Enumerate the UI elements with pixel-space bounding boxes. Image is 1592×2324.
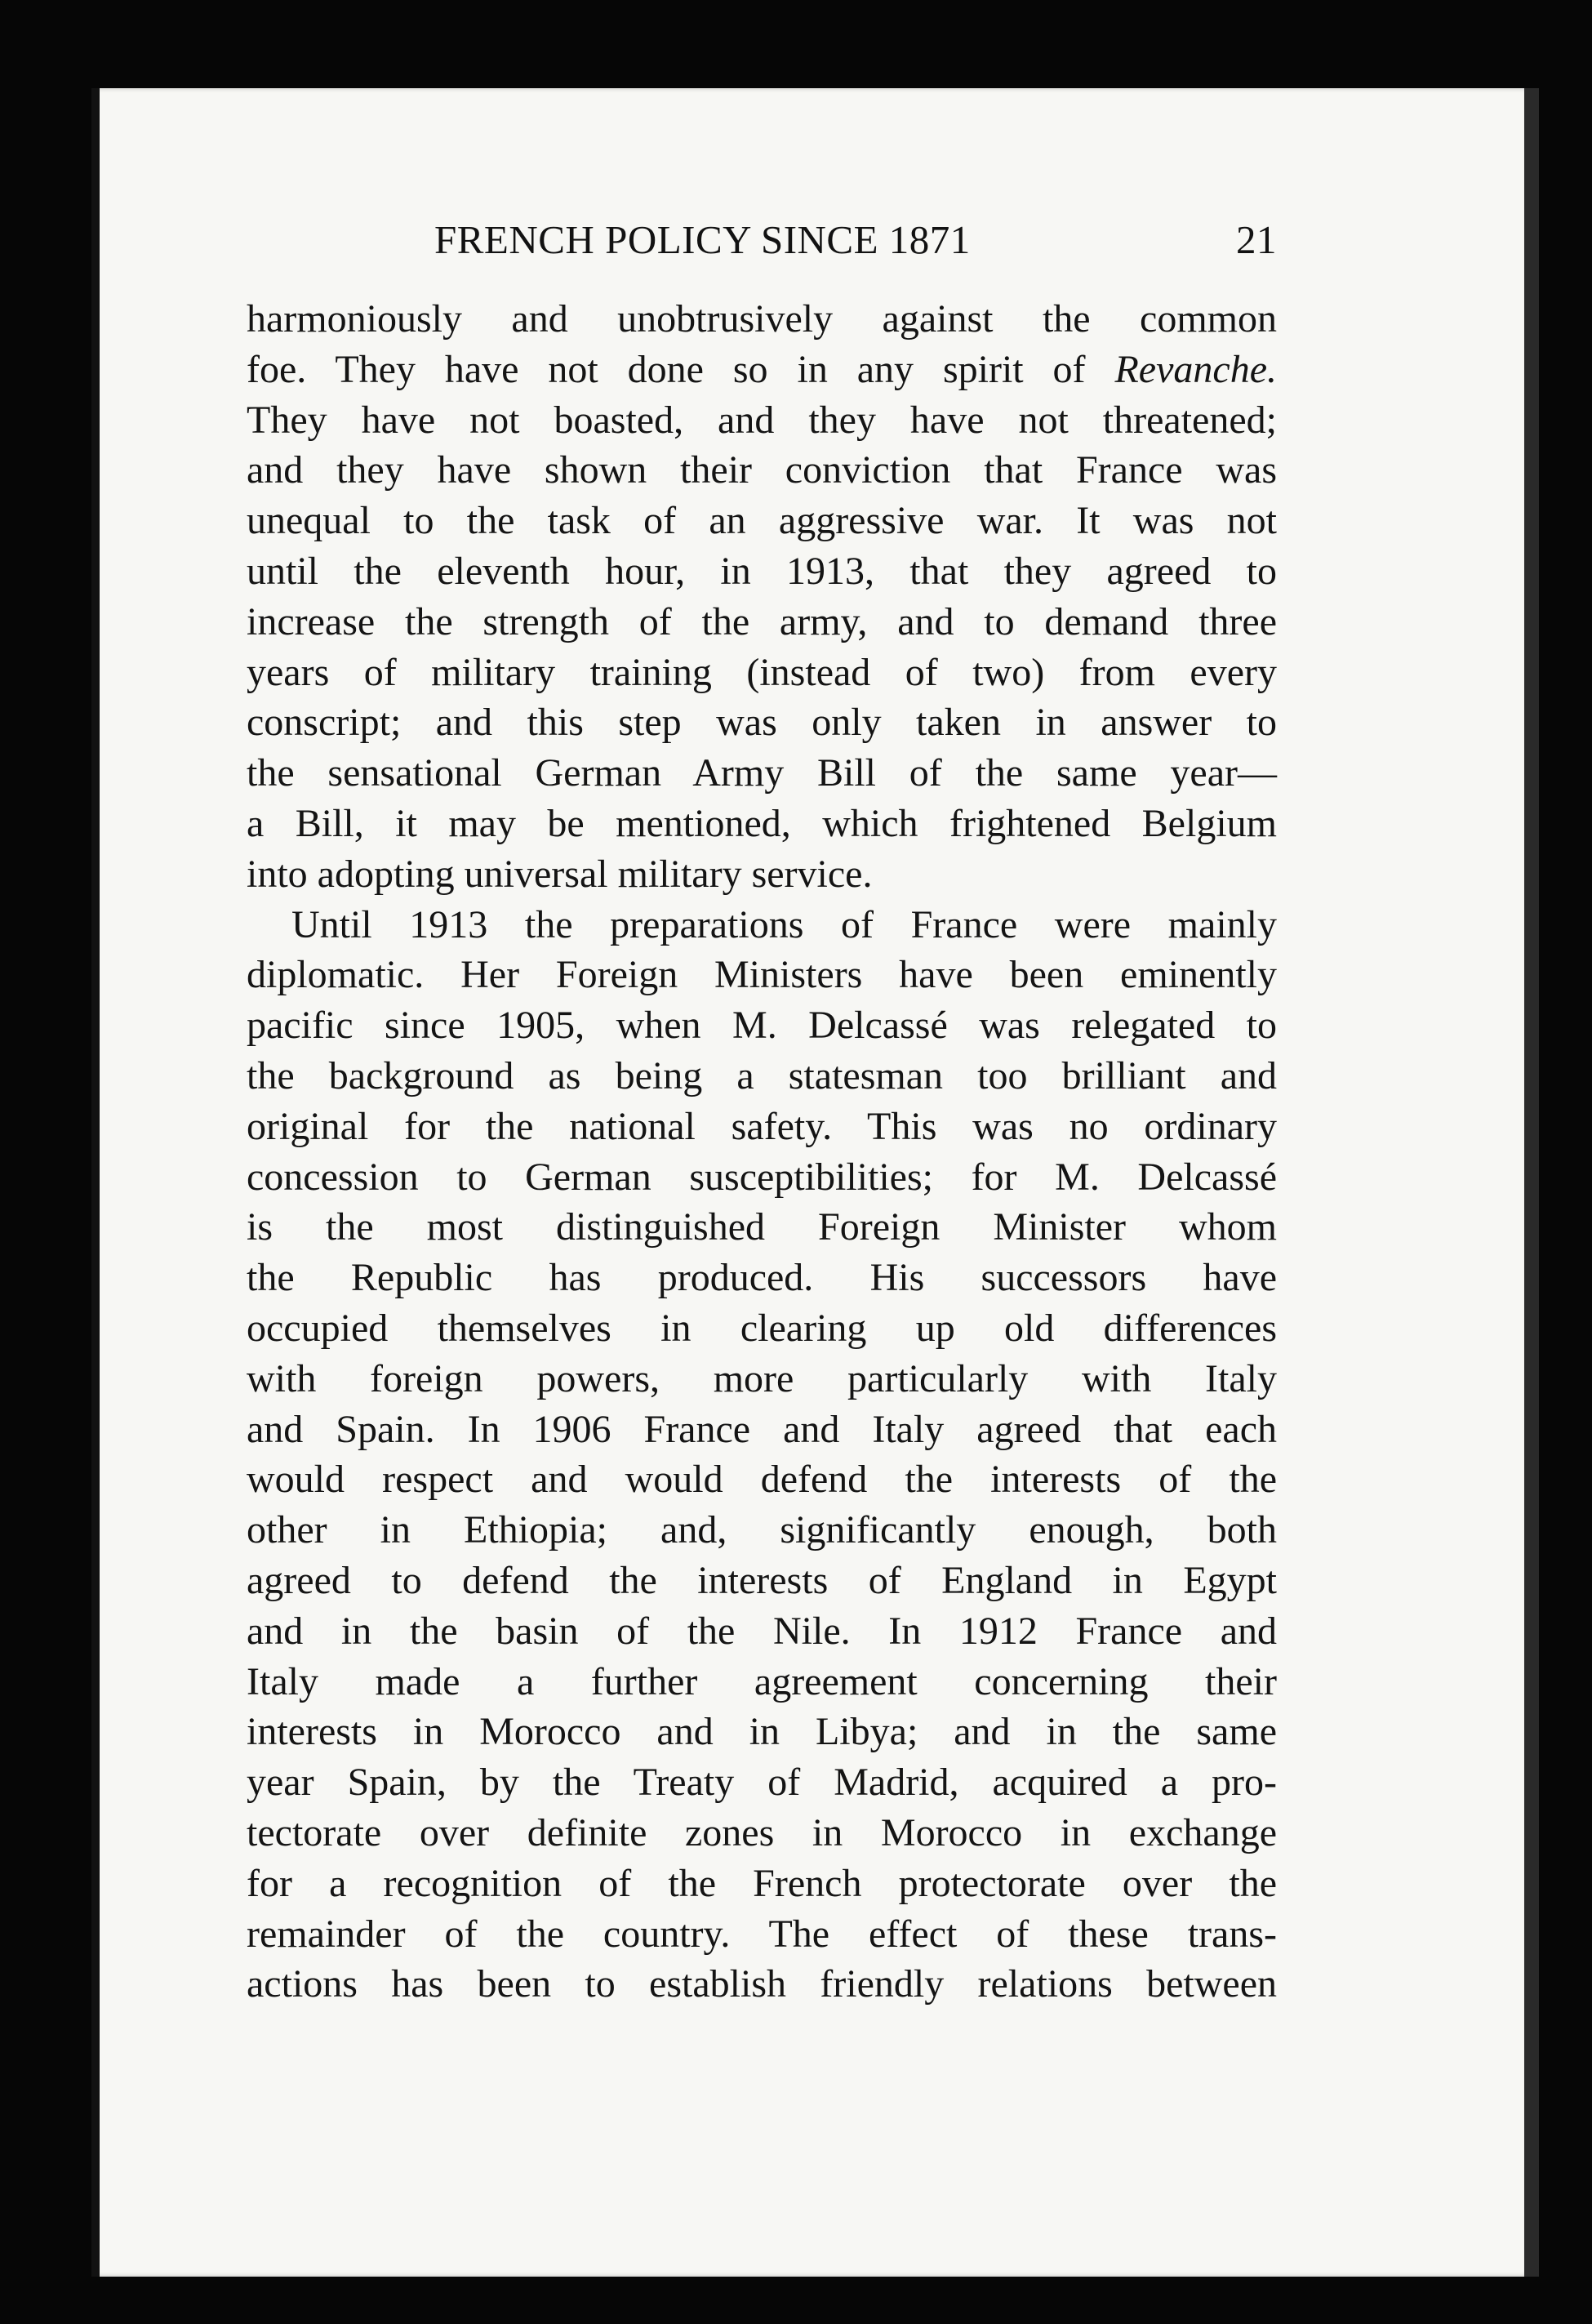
text-line: a Bill, it may be mentioned, which frightened Belgium: [247, 801, 1277, 845]
text-line: unequal to the task of an aggressive war. It was not: [247, 499, 1277, 543]
text-line: the background as being a statesman too brilliant and: [247, 1053, 1277, 1097]
page-number: 21: [1236, 217, 1277, 262]
text-line: original for the national safety. This was no ordinary: [247, 1104, 1277, 1148]
text-line: and Spain. In 1906 France and Italy agreed that each: [247, 1407, 1277, 1451]
text-line: for a recognition of the French protectorate over the: [247, 1861, 1277, 1905]
text-line: conscript; and this step was only taken in answer to: [247, 701, 1277, 745]
text-line: remainder of the country. The effect of these trans-: [247, 1912, 1277, 1956]
text-line: other in Ethiopia; and, significantly enough, both: [247, 1508, 1277, 1552]
text-line: is the most distinguished Foreign Minister whom: [247, 1205, 1277, 1249]
page-edge-shadow: [1524, 88, 1539, 2277]
text-line: interests in Morocco and in Libya; and in the same: [247, 1710, 1277, 1754]
paragraph-2: [247, 900, 1277, 2010]
text-line: years of military training (instead of two) from every: [247, 650, 1277, 694]
text-line: They have not boasted, and they have not threatened;: [247, 398, 1277, 442]
text-line-run: foe. They have not done so in any spirit of Revanche.: [247, 347, 1277, 391]
paragraph-1: [247, 294, 1277, 900]
text-line: concession to German susceptibilities; for M. Delcassé: [247, 1155, 1277, 1199]
text-line: with foreign powers, more particularly with Italy: [247, 1356, 1277, 1400]
italic-word: Revanche.: [1114, 347, 1277, 391]
body-text: [247, 294, 1277, 2010]
text-line: the sensational German Army Bill of the same year—: [247, 751, 1277, 795]
text-line: occupied themselves in clearing up old differences: [247, 1306, 1277, 1350]
text-line: into adopting universal military service.: [247, 852, 873, 896]
text-line: year Spain, by the Treaty of Madrid, acquired a pro-: [247, 1761, 1277, 1805]
text-line: actions has been to establish friendly relations between: [247, 1962, 1277, 2006]
text-line: and they have shown their conviction that France was: [247, 448, 1277, 492]
text-line: tectorate over definite zones in Morocco in exchange: [247, 1810, 1277, 1854]
running-head-title: FRENCH POLICY SINCE 1871: [434, 217, 971, 262]
text-line: and in the basin of the Nile. In 1912 France and: [247, 1609, 1277, 1653]
text-line: Italy made a further agreement concerning their: [247, 1659, 1277, 1703]
text-line: pacific since 1905, when M. Delcassé was relegated to: [247, 1004, 1277, 1048]
text-line: Until 1913 the preparations of France were mainly: [291, 902, 1277, 946]
running-head: [247, 216, 1277, 274]
text-line: would respect and would defend the interests of the: [247, 1458, 1277, 1502]
text-line: agreed to defend the interests of England in Egypt: [247, 1558, 1277, 1602]
text-line: harmoniously and unobtrusively against the common: [247, 297, 1277, 341]
text-line: until the eleventh hour, in 1913, that they agreed to: [247, 549, 1277, 593]
text-line: [247, 345, 1277, 395]
text-line: diplomatic. Her Foreign Ministers have been eminently: [247, 953, 1277, 997]
text-line: increase the strength of the army, and to demand three: [247, 599, 1277, 643]
text-line: the Republic has produced. His successors have: [247, 1256, 1277, 1300]
